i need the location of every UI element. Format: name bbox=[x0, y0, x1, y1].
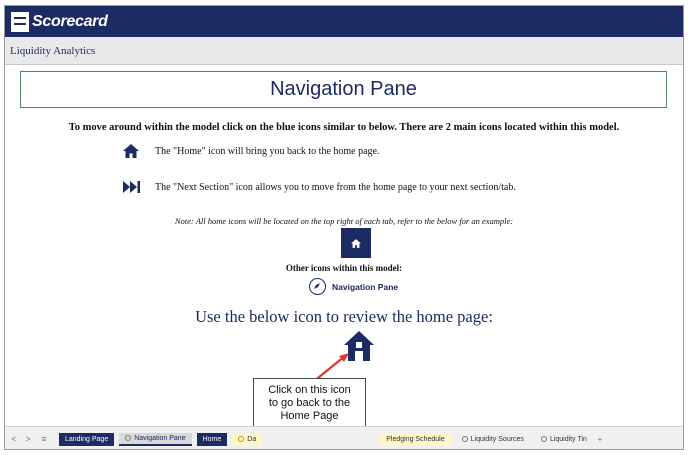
other-icons-heading: Other icons within this model: bbox=[285, 263, 403, 273]
navigation-pane-label: Navigation Pane bbox=[332, 281, 399, 292]
lock-icon bbox=[125, 435, 131, 441]
sheet-tab-bar bbox=[5, 426, 683, 450]
tab-da[interactable] bbox=[232, 433, 262, 446]
tab-label: Da bbox=[247, 435, 257, 443]
page-title: Navigation Pane bbox=[270, 78, 417, 100]
next-icon-description: The "Next Section" icon allows you to move from the home page to your next section/tab. bbox=[155, 181, 516, 193]
lock-icon bbox=[462, 436, 468, 442]
sheet-list-menu-icon[interactable]: ≡ bbox=[41, 434, 47, 444]
tab-label: Home bbox=[202, 435, 222, 443]
note-text: Note: All home icons will be located on the top right of each tab, refer to the below for an example: bbox=[174, 216, 514, 226]
logo-icon bbox=[11, 12, 29, 32]
tab-label: Liquidity Sources bbox=[470, 435, 524, 443]
navigation-pane-button[interactable] bbox=[309, 278, 398, 295]
app-window bbox=[4, 5, 684, 450]
review-heading: Use the below icon to review the home page: bbox=[195, 307, 493, 326]
tab-navigation-pane[interactable] bbox=[119, 433, 191, 446]
app-subtitle: Liquidity Analytics bbox=[10, 45, 96, 57]
add-sheet-icon[interactable]: + bbox=[597, 434, 603, 444]
scorecard-logo bbox=[11, 11, 108, 33]
home-icon-row bbox=[123, 143, 380, 159]
page-title-box bbox=[20, 71, 667, 108]
compass-icon bbox=[309, 278, 326, 295]
tab-label: Liquidity Tin bbox=[549, 435, 587, 443]
tab-landing-page[interactable] bbox=[59, 433, 114, 446]
home-icon[interactable] bbox=[123, 143, 149, 159]
tab-scroll-right-icon[interactable]: > bbox=[25, 434, 31, 444]
tab-label: Pledging Schedule bbox=[386, 435, 445, 443]
top-bar bbox=[5, 6, 683, 37]
tab-scroll-left-icon[interactable]: < bbox=[11, 434, 17, 444]
tab-home[interactable] bbox=[197, 433, 228, 446]
logo-text: Scorecard bbox=[32, 13, 108, 30]
callout-line-3: Home Page bbox=[280, 410, 339, 422]
home-icon-description: The "Home" icon will bring you back to the home page. bbox=[155, 145, 380, 157]
home-icon bbox=[351, 239, 361, 248]
lock-icon bbox=[238, 436, 244, 442]
sub-header bbox=[5, 37, 683, 65]
callout-line-1: Click on this icon bbox=[268, 384, 351, 396]
tab-liquidity-sources[interactable] bbox=[456, 433, 530, 446]
home-button-example[interactable] bbox=[341, 228, 371, 258]
tab-liquidity-timeline[interactable] bbox=[535, 433, 593, 446]
tab-label: Landing Page bbox=[65, 435, 109, 443]
lock-icon bbox=[541, 436, 547, 442]
intro-text: To move around within the model click on the blue icons similar to below. There are 2 main icons located within this model. bbox=[68, 122, 620, 133]
tab-pledging-schedule[interactable] bbox=[380, 433, 450, 446]
next-icon-row bbox=[123, 179, 516, 195]
tab-label: Navigation Pane bbox=[134, 434, 186, 442]
callout-line-2: to go back to the bbox=[268, 397, 351, 409]
fast-forward-icon[interactable] bbox=[123, 179, 149, 195]
